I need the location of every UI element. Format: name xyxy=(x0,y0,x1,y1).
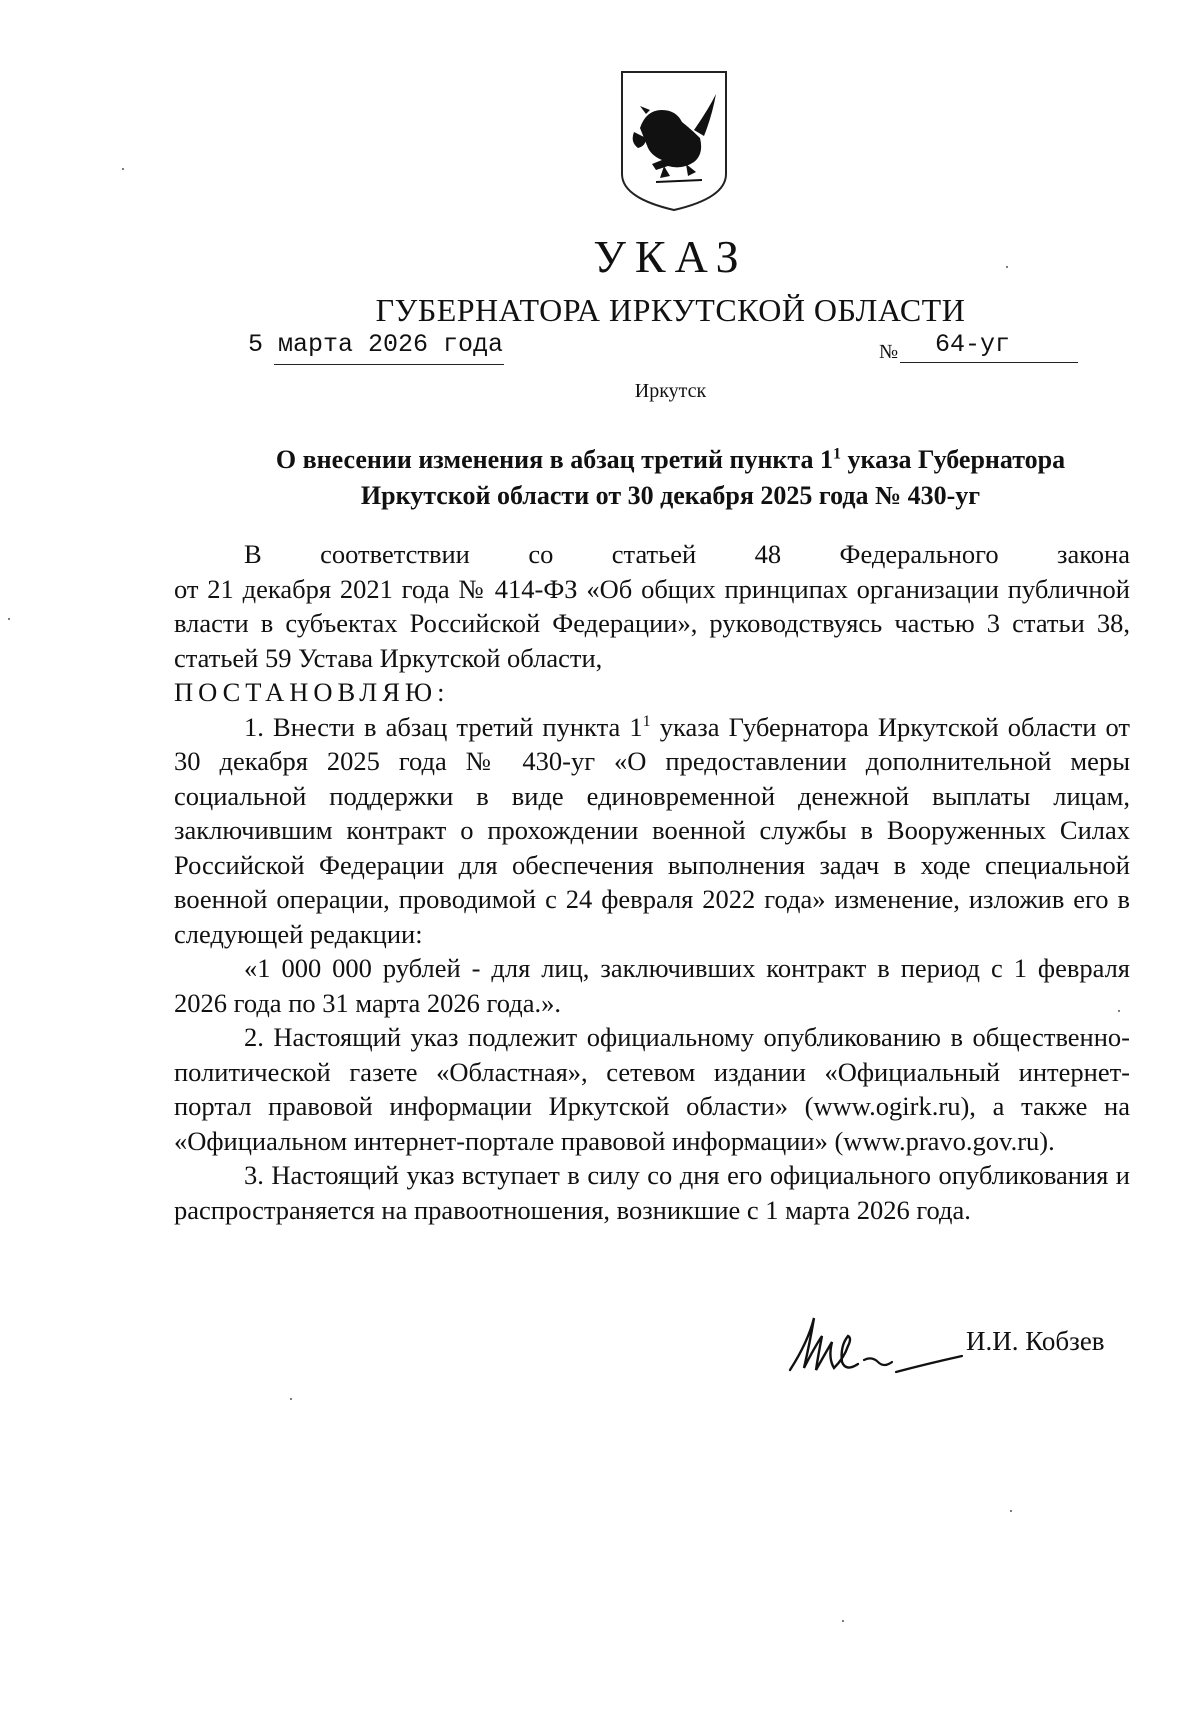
scan-speck xyxy=(290,1398,292,1400)
issue-city: Иркутск xyxy=(634,380,707,402)
document-type: УКАЗ xyxy=(593,231,748,282)
number-sign: № xyxy=(879,341,899,363)
item-2: 2. Настоящий указ подлежит официальному опубликованию в общественно-политической газете «Областная», сетевом издании «Официальный интернет-портал правовой информации Иркутской области» (www.ogirk.ru), а также на «Официальном интернет-портале правовой информации» (www.pravo.gov.ru). xyxy=(174,1022,1130,1156)
decree-date: 5 марта 2026 года xyxy=(248,330,504,359)
signature-image xyxy=(786,1312,966,1380)
item1-post: указа Губернатора Иркутской области от 30 декабря 2025 года № 430-уг «О предоставлении дополнительной меры социальной поддержки в виде единовременной денежной выплаты лицам, заключившим контракт о прохождении военной службы в Вооруженных Силах Российской Федерации для обеспечения выполнения задач в ходе специальной военной операции, проводимой с 24 февраля 2022 года» изменение, изложив его в следующей редакции: xyxy=(174,711,1130,949)
item1-superscript: 1 xyxy=(642,712,651,730)
heading-line1-pre: О внесении изменения в абзац третий пункта 1 xyxy=(275,445,833,474)
scan-speck xyxy=(8,618,10,620)
scan-speck xyxy=(1010,1510,1012,1512)
preamble-text: от 21 декабря 2021 года № 414-ФЗ «Об общих принципах организации публичной власти в субъектах Российской Федерации», руководствуясь частью 3 статьи 38, статьей 59 Устава Иркутской области, xyxy=(174,573,1130,673)
scan-speck xyxy=(842,1620,844,1622)
heading-line1-post: указа Губернатора xyxy=(841,445,1066,474)
scan-speck xyxy=(1006,266,1008,268)
item-1-quote: «1 000 000 рублей - для лиц, заключивших контракт в период с 1 февраля 2026 года по 31 марта 2026 года.». xyxy=(174,953,1130,1018)
date-underline xyxy=(274,364,504,365)
coat-of-arms-icon xyxy=(616,66,732,214)
decree-number: 64-уг xyxy=(935,330,1011,359)
decree-heading xyxy=(200,442,1141,514)
scan-speck xyxy=(122,168,124,170)
decree-word: ПОСТАНОВЛЯЮ: xyxy=(174,677,450,707)
issuing-authority: ГУБЕРНАТОРА ИРКУТСКОЙ ОБЛАСТИ xyxy=(375,292,966,328)
item-1 xyxy=(174,710,1130,952)
heading-line2: Иркутской области от 30 декабря 2025 года № 430-уг xyxy=(360,481,981,510)
preamble-first-line: В соответствии со статьей 48 Федерального закона xyxy=(244,539,1130,569)
number-underline xyxy=(900,362,1078,363)
scan-speck xyxy=(1118,1010,1120,1012)
decree-body xyxy=(174,537,1130,1227)
signer-name: И.И. Кобзев xyxy=(966,1326,1105,1356)
heading-superscript: 1 xyxy=(833,445,841,463)
item-3: 3. Настоящий указ вступает в силу со дня его официального опубликования и распространяется на правоотношения, возникшие с 1 марта 2026 года. xyxy=(174,1160,1130,1225)
item1-pre: 1. Внести в абзац третий пункта 1 xyxy=(244,711,643,742)
